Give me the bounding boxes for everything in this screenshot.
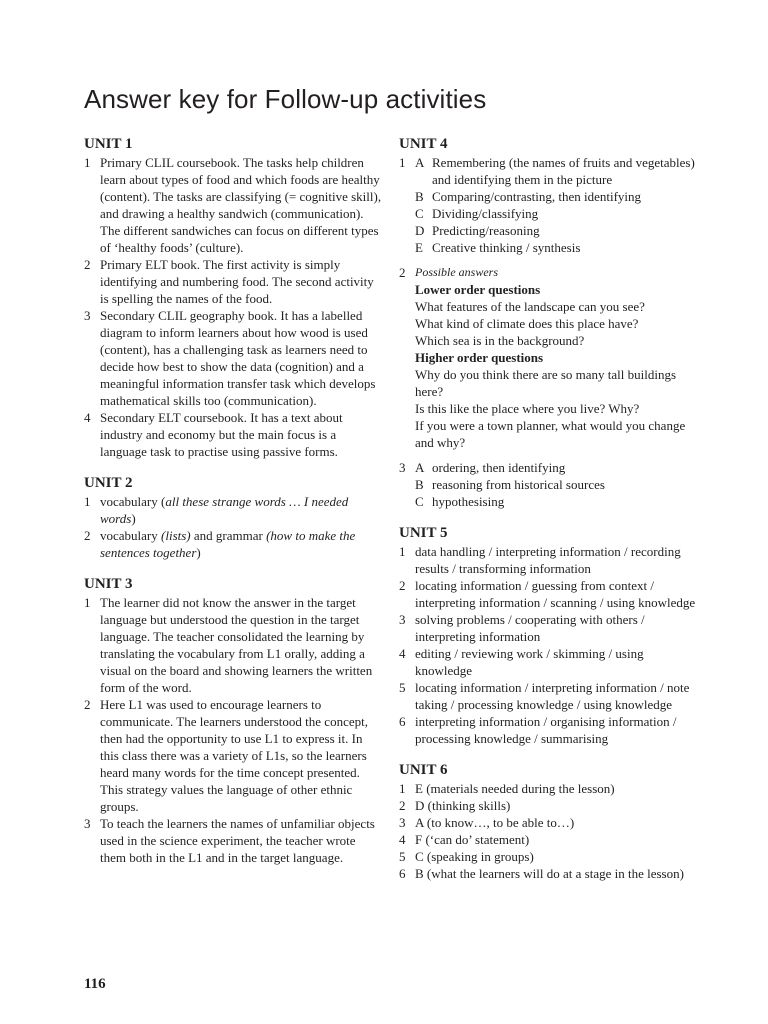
- answer-item: [84, 594, 384, 696]
- higher-order-heading: Higher order questions: [415, 350, 544, 365]
- page-title: Answer key for Follow-up activities: [84, 84, 487, 114]
- question-line: Why do you think there are so many tall buildings here?: [415, 367, 677, 399]
- unit-heading: UNIT 2: [84, 475, 133, 491]
- item-text: B (what the learners will do at a stage in the lesson): [415, 866, 684, 881]
- answer-item: [399, 780, 699, 797]
- sub-letter: C: [415, 494, 424, 509]
- item-number: 4: [84, 410, 91, 425]
- item-text: [100, 527, 384, 561]
- right-column: [399, 135, 699, 896]
- answer-item: [399, 713, 699, 747]
- answer-item: [399, 264, 699, 451]
- left-column: [84, 135, 384, 880]
- answer-item: [399, 577, 699, 611]
- item-number: 2: [84, 257, 91, 272]
- item-text: locating information / interpreting information / note taking / processing knowledge / using knowledge: [415, 680, 690, 712]
- item-number: 1: [84, 595, 91, 610]
- item-number: 2: [84, 697, 91, 712]
- answer-item: [399, 831, 699, 848]
- unit-heading: UNIT 5: [399, 525, 448, 541]
- item-text: editing / reviewing work / skimming / using knowledge: [415, 646, 644, 678]
- item-number: 1: [399, 781, 406, 796]
- question-line: What kind of climate does this place have?: [415, 316, 639, 331]
- sub-text: Remembering (the names of fruits and vegetables) and identifying them in the picture: [432, 155, 695, 187]
- item-text: F (‘can do’ statement): [415, 832, 530, 847]
- sub-letter: E: [415, 240, 423, 255]
- answer-item: [399, 459, 699, 510]
- item-number: 3: [399, 460, 406, 475]
- sub-answer: [415, 154, 699, 188]
- item-text-part: ): [131, 511, 136, 526]
- item-text-part: vocabulary (: [100, 494, 166, 509]
- sub-letter: A: [415, 155, 425, 170]
- item-text: interpreting information / organising information / processing knowledge / summarising: [415, 714, 677, 746]
- item-number: 2: [399, 578, 406, 593]
- answer-item: [84, 696, 384, 815]
- item-subanswers: [415, 459, 699, 510]
- unit-1-section: [84, 135, 384, 460]
- answer-item: [84, 815, 384, 866]
- answer-item: [84, 154, 384, 256]
- unit-heading: UNIT 1: [84, 136, 133, 152]
- sub-answer: [415, 205, 699, 222]
- page-number: 116: [84, 976, 106, 992]
- item-text: D (thinking skills): [415, 798, 511, 813]
- item-text: To teach the learners the names of unfamiliar objects used in the science experiment, the teacher wrote them both in the L1 and in the target language.: [100, 816, 375, 865]
- item-text: solving problems / cooperating with others / interpreting information: [415, 612, 645, 644]
- sub-letter: B: [415, 477, 424, 492]
- answer-item: [399, 865, 699, 882]
- sub-text: Dividing/classifying: [432, 206, 539, 221]
- item-number: 4: [399, 832, 406, 847]
- item-text-part: and grammar: [190, 528, 267, 543]
- item-number: 1: [399, 155, 406, 170]
- question-line: Which sea is in the background?: [415, 333, 585, 348]
- unit-5-section: [399, 524, 699, 747]
- item-text: Secondary ELT coursebook. It has a text about industry and economy but the main focus is a language task to practise using passive forms.: [100, 410, 343, 459]
- item-number: 1: [84, 155, 91, 170]
- sub-answer: [415, 239, 699, 256]
- sub-letter: A: [415, 460, 425, 475]
- sub-answer: [415, 188, 699, 205]
- item-number: 3: [399, 612, 406, 627]
- sub-text: hypothesising: [432, 494, 505, 509]
- item-number: 3: [84, 816, 91, 831]
- sub-text: Predicting/reasoning: [432, 223, 540, 238]
- item-text: Secondary CLIL geography book. It has a labelled diagram to inform learners about how wood is used (content), has a challenging task as learners need to decide how best to show the data (cognition) and a meaningful information transfer task which develops mathematical skills too (communication).: [100, 308, 376, 408]
- item-text: Here L1 was used to encourage learners to communicate. The learners understood the concept, then had the opportunity to use L1 to express it. In this class there was a variety of L1s, so the learners heard many words for the time concept presented. This strategy values the language of other ethnic groups.: [100, 697, 368, 814]
- item-text: E (materials needed during the lesson): [415, 781, 615, 796]
- sub-text: Creative thinking / synthesis: [432, 240, 581, 255]
- item-text: Primary CLIL coursebook. The tasks help children learn about types of food and which foods are healthy (content). The tasks are classifying (= cognitive skill), and drawing a healthy sandwich (communication). The different sandwiches can focus on different types of ‘healthy foods’ (culture).: [100, 155, 382, 255]
- item-text: data handling / interpreting information / recording results / transforming information: [415, 544, 681, 576]
- unit-heading: UNIT 3: [84, 576, 133, 592]
- sub-letter: B: [415, 189, 424, 204]
- item-number: 2: [399, 798, 406, 813]
- answer-item: [399, 679, 699, 713]
- item-text-part: ): [196, 545, 201, 560]
- item-number: 4: [399, 646, 406, 661]
- possible-answers-label: Possible answers: [415, 265, 499, 279]
- item-number: 6: [399, 714, 406, 729]
- spacer: [399, 451, 699, 459]
- item-text: The learner did not know the answer in the target language but understood the question in the target language. The teacher consolidated the learning by translating the vocabulary from L1 orally, adding a visual on the board and showing learners the written form of the word.: [100, 595, 373, 695]
- answer-item: [399, 797, 699, 814]
- item-text: [100, 493, 384, 527]
- item-text-italic: (how to make the sentences together: [100, 528, 356, 560]
- sub-text: ordering, then identifying: [432, 460, 566, 475]
- unit-6-section: [399, 761, 699, 882]
- item-number: 1: [84, 494, 91, 509]
- item-number: 3: [84, 308, 91, 323]
- unit-heading: UNIT 6: [399, 762, 448, 778]
- sub-letter: C: [415, 206, 424, 221]
- sub-text: reasoning from historical sources: [432, 477, 605, 492]
- item-text: Primary ELT book. The first activity is simply identifying and numbering food. The second activity is spelling the names of the food.: [100, 257, 374, 306]
- item-number: 2: [399, 265, 406, 280]
- answer-item: [84, 527, 384, 561]
- answer-item: [84, 307, 384, 409]
- item-number: 5: [399, 680, 406, 695]
- item-text-italic: all these strange words … I needed words: [100, 494, 349, 526]
- question-line: What features of the landscape can you see?: [415, 299, 645, 314]
- spacer: [399, 256, 699, 264]
- item-number: 2: [84, 528, 91, 543]
- answer-item: [399, 611, 699, 645]
- answer-item: [84, 493, 384, 527]
- item-text-italic: (lists): [161, 528, 191, 543]
- item-text: A (to know…, to be able to…): [415, 815, 575, 830]
- answer-item: [84, 409, 384, 460]
- unit-3-section: [84, 575, 384, 866]
- unit-2-section: [84, 474, 384, 561]
- item-number: 1: [399, 544, 406, 559]
- item-text: C (speaking in groups): [415, 849, 534, 864]
- answer-item: [399, 645, 699, 679]
- item-number: 5: [399, 849, 406, 864]
- item-question-list: [415, 264, 699, 451]
- item-text: locating information / guessing from context / interpreting information / scanning / using knowledge: [415, 578, 696, 610]
- unit-4-section: [399, 135, 699, 510]
- question-line: If you were a town planner, what would you change and why?: [415, 418, 686, 450]
- item-number: 6: [399, 866, 406, 881]
- answer-item: [399, 848, 699, 865]
- answer-item: [399, 543, 699, 577]
- question-line: Is this like the place where you live? Why?: [415, 401, 640, 416]
- item-number: 3: [399, 815, 406, 830]
- item-subanswers: [415, 154, 699, 256]
- sub-letter: D: [415, 223, 425, 238]
- sub-answer: [415, 459, 699, 476]
- sub-answer: [415, 222, 699, 239]
- answer-item: [399, 814, 699, 831]
- sub-text: Comparing/contrasting, then identifying: [432, 189, 642, 204]
- sub-answer: [415, 476, 699, 493]
- answer-item: [84, 256, 384, 307]
- lower-order-heading: Lower order questions: [415, 282, 541, 297]
- item-text-part: vocabulary: [100, 528, 162, 543]
- answer-item: [399, 154, 699, 256]
- sub-answer: [415, 493, 699, 510]
- unit-heading: UNIT 4: [399, 136, 448, 152]
